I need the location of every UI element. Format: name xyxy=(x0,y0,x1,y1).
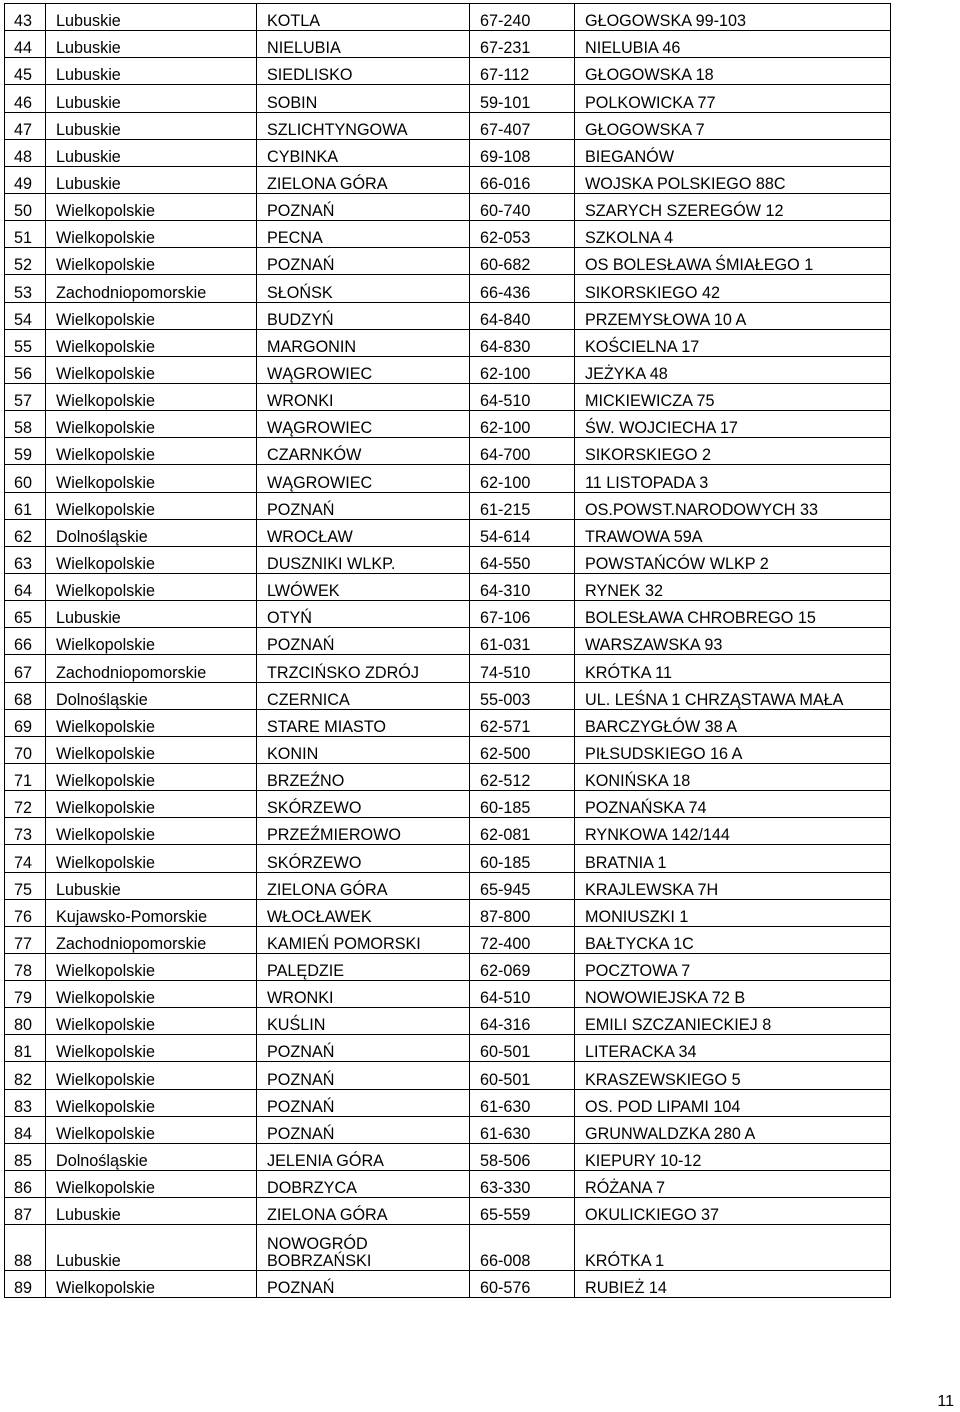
street-address-cell: BOLESŁAWA CHROBREGO 15 xyxy=(575,601,891,628)
postal-code-cell: 62-500 xyxy=(470,736,575,763)
street-address-cell: BAŁTYCKA 1C xyxy=(575,926,891,953)
city-cell: ZIELONA GÓRA xyxy=(257,1198,470,1225)
postal-code-cell: 60-740 xyxy=(470,193,575,220)
street-address-cell: KRASZEWSKIEGO 5 xyxy=(575,1062,891,1089)
street-address-cell: WARSZAWSKA 93 xyxy=(575,628,891,655)
table-row xyxy=(5,383,891,410)
table-row xyxy=(5,302,891,329)
city-cell: CZERNICA xyxy=(257,682,470,709)
postal-code-cell: 62-571 xyxy=(470,709,575,736)
street-address-cell: BRATNIA 1 xyxy=(575,845,891,872)
row-number-cell: 88 xyxy=(5,1225,46,1271)
city-cell: POZNAŃ xyxy=(257,1035,470,1062)
street-address-cell: EMILI SZCZANIECKIEJ 8 xyxy=(575,1008,891,1035)
row-number-cell: 67 xyxy=(5,655,46,682)
street-address-cell: NOWOWIEJSKA 72 B xyxy=(575,981,891,1008)
postal-code-cell: 54-614 xyxy=(470,519,575,546)
street-address-cell: KRÓTKA 1 xyxy=(575,1225,891,1271)
street-address-cell: RYNKOWA 142/144 xyxy=(575,818,891,845)
street-address-cell: 11 LISTOPADA 3 xyxy=(575,465,891,492)
table-row xyxy=(5,221,891,248)
table-row xyxy=(5,573,891,600)
postal-code-cell: 62-053 xyxy=(470,221,575,248)
street-address-cell: OS.POWST.NARODOWYCH 33 xyxy=(575,492,891,519)
city-cell: KUŚLIN xyxy=(257,1008,470,1035)
region-cell: Zachodniopomorskie xyxy=(46,655,257,682)
region-cell: Wielkopolskie xyxy=(46,845,257,872)
street-address-cell: POWSTAŃCÓW WLKP 2 xyxy=(575,546,891,573)
row-number-cell: 63 xyxy=(5,546,46,573)
street-address-cell: GŁOGOWSKA 18 xyxy=(575,58,891,85)
region-cell: Lubuskie xyxy=(46,4,257,31)
region-cell: Wielkopolskie xyxy=(46,1035,257,1062)
street-address-cell: GŁOGOWSKA 99-103 xyxy=(575,4,891,31)
city-cell: POZNAŃ xyxy=(257,1062,470,1089)
postal-code-cell: 62-100 xyxy=(470,411,575,438)
table-row xyxy=(5,736,891,763)
street-address-cell: OS BOLESŁAWA ŚMIAŁEGO 1 xyxy=(575,248,891,275)
row-number-cell: 49 xyxy=(5,166,46,193)
city-cell: SIEDLISKO xyxy=(257,58,470,85)
city-cell: BRZEŹNO xyxy=(257,763,470,790)
row-number-cell: 80 xyxy=(5,1008,46,1035)
city-cell: WŁOCŁAWEK xyxy=(257,899,470,926)
postal-code-cell: 66-016 xyxy=(470,166,575,193)
region-cell: Wielkopolskie xyxy=(46,438,257,465)
postal-code-cell: 62-512 xyxy=(470,763,575,790)
postal-code-cell: 59-101 xyxy=(470,85,575,112)
table-row xyxy=(5,58,891,85)
street-address-cell: KRÓTKA 11 xyxy=(575,655,891,682)
street-address-cell: POZNAŃSKA 74 xyxy=(575,791,891,818)
row-number-cell: 81 xyxy=(5,1035,46,1062)
region-cell: Wielkopolskie xyxy=(46,411,257,438)
row-number-cell: 68 xyxy=(5,682,46,709)
address-table-body xyxy=(5,4,891,1298)
city-cell: KAMIEŃ POMORSKI xyxy=(257,926,470,953)
region-cell: Lubuskie xyxy=(46,58,257,85)
postal-code-cell: 65-945 xyxy=(470,872,575,899)
row-number-cell: 62 xyxy=(5,519,46,546)
street-address-cell: JEŻYKA 48 xyxy=(575,356,891,383)
row-number-cell: 50 xyxy=(5,193,46,220)
city-cell: MARGONIN xyxy=(257,329,470,356)
street-address-cell: KRAJLEWSKA 7H xyxy=(575,872,891,899)
street-address-cell: GŁOGOWSKA 7 xyxy=(575,112,891,139)
row-number-cell: 87 xyxy=(5,1198,46,1225)
postal-code-cell: 64-550 xyxy=(470,546,575,573)
row-number-cell: 79 xyxy=(5,981,46,1008)
table-row xyxy=(5,248,891,275)
city-cell: POZNAŃ xyxy=(257,193,470,220)
postal-code-cell: 60-682 xyxy=(470,248,575,275)
table-row xyxy=(5,193,891,220)
region-cell: Wielkopolskie xyxy=(46,628,257,655)
table-row xyxy=(5,329,891,356)
row-number-cell: 71 xyxy=(5,763,46,790)
table-row xyxy=(5,845,891,872)
postal-code-cell: 66-436 xyxy=(470,275,575,302)
street-address-cell: RÓŻANA 7 xyxy=(575,1171,891,1198)
table-row xyxy=(5,926,891,953)
city-cell: POZNAŃ xyxy=(257,628,470,655)
street-address-cell: SZKOLNA 4 xyxy=(575,221,891,248)
city-cell: POZNAŃ xyxy=(257,1089,470,1116)
row-number-cell: 57 xyxy=(5,383,46,410)
region-cell: Kujawsko-Pomorskie xyxy=(46,899,257,926)
street-address-cell: PRZEMYSŁOWA 10 A xyxy=(575,302,891,329)
postal-code-cell: 64-840 xyxy=(470,302,575,329)
table-row xyxy=(5,655,891,682)
street-address-cell: WOJSKA POLSKIEGO 88C xyxy=(575,166,891,193)
postal-code-cell: 64-316 xyxy=(470,1008,575,1035)
city-cell: SKÓRZEWO xyxy=(257,845,470,872)
street-address-cell: KONIŃSKA 18 xyxy=(575,763,891,790)
city-cell: SKÓRZEWO xyxy=(257,791,470,818)
row-number-cell: 60 xyxy=(5,465,46,492)
table-row xyxy=(5,492,891,519)
city-line: NOWOGRÓD xyxy=(267,1235,368,1254)
street-address-cell: ŚW. WOJCIECHA 17 xyxy=(575,411,891,438)
city-cell: CZARNKÓW xyxy=(257,438,470,465)
row-number-cell: 45 xyxy=(5,58,46,85)
table-row xyxy=(5,763,891,790)
table-row xyxy=(5,1089,891,1116)
table-row xyxy=(5,1225,891,1271)
table-row xyxy=(5,1062,891,1089)
region-cell: Lubuskie xyxy=(46,1198,257,1225)
row-number-cell: 74 xyxy=(5,845,46,872)
region-cell: Lubuskie xyxy=(46,139,257,166)
city-cell: WĄGROWIEC xyxy=(257,465,470,492)
region-cell: Wielkopolskie xyxy=(46,329,257,356)
city-cell: JELENIA GÓRA xyxy=(257,1143,470,1170)
row-number-cell: 65 xyxy=(5,601,46,628)
region-cell: Lubuskie xyxy=(46,85,257,112)
street-address-cell: SIKORSKIEGO 42 xyxy=(575,275,891,302)
city-cell: PRZEŹMIEROWO xyxy=(257,818,470,845)
postal-code-cell: 62-081 xyxy=(470,818,575,845)
address-table xyxy=(4,3,891,1298)
row-number-cell: 89 xyxy=(5,1271,46,1298)
table-row xyxy=(5,411,891,438)
postal-code-cell: 60-501 xyxy=(470,1035,575,1062)
region-cell: Wielkopolskie xyxy=(46,818,257,845)
street-address-cell: BIEGANÓW xyxy=(575,139,891,166)
city-cell: OTYŃ xyxy=(257,601,470,628)
postal-code-cell: 67-407 xyxy=(470,112,575,139)
postal-code-cell: 62-100 xyxy=(470,465,575,492)
row-number-cell: 82 xyxy=(5,1062,46,1089)
city-cell: ZIELONA GÓRA xyxy=(257,872,470,899)
postal-code-cell: 87-800 xyxy=(470,899,575,926)
postal-code-cell: 62-100 xyxy=(470,356,575,383)
city-cell: NIELUBIA xyxy=(257,31,470,58)
table-row xyxy=(5,872,891,899)
postal-code-cell: 61-031 xyxy=(470,628,575,655)
city-cell: BUDZYŃ xyxy=(257,302,470,329)
row-number-cell: 58 xyxy=(5,411,46,438)
table-row xyxy=(5,1271,891,1298)
row-number-cell: 66 xyxy=(5,628,46,655)
city-cell: TRZCIŃSKO ZDRÓJ xyxy=(257,655,470,682)
street-address-cell: KIEPURY 10-12 xyxy=(575,1143,891,1170)
row-number-cell: 46 xyxy=(5,85,46,112)
table-row xyxy=(5,1171,891,1198)
table-row xyxy=(5,1008,891,1035)
region-cell: Wielkopolskie xyxy=(46,1062,257,1089)
table-row xyxy=(5,4,891,31)
postal-code-cell: 67-112 xyxy=(470,58,575,85)
table-row xyxy=(5,31,891,58)
postal-code-cell: 61-630 xyxy=(470,1116,575,1143)
postal-code-cell: 65-559 xyxy=(470,1198,575,1225)
city-cell xyxy=(257,1225,470,1271)
region-cell: Wielkopolskie xyxy=(46,763,257,790)
row-number-cell: 85 xyxy=(5,1143,46,1170)
table-row xyxy=(5,818,891,845)
region-cell: Dolnośląskie xyxy=(46,519,257,546)
table-row xyxy=(5,1143,891,1170)
table-row xyxy=(5,601,891,628)
region-cell: Lubuskie xyxy=(46,166,257,193)
region-cell: Dolnośląskie xyxy=(46,1143,257,1170)
postal-code-cell: 62-069 xyxy=(470,953,575,980)
postal-code-cell: 67-240 xyxy=(470,4,575,31)
street-address-cell: PIŁSUDSKIEGO 16 A xyxy=(575,736,891,763)
city-cell: CYBINKA xyxy=(257,139,470,166)
city-cell: WRONKI xyxy=(257,981,470,1008)
city-cell: POZNAŃ xyxy=(257,1271,470,1298)
postal-code-cell: 64-310 xyxy=(470,573,575,600)
region-cell: Wielkopolskie xyxy=(46,465,257,492)
city-cell: WRONKI xyxy=(257,383,470,410)
table-row xyxy=(5,438,891,465)
postal-code-cell: 60-185 xyxy=(470,845,575,872)
region-cell: Lubuskie xyxy=(46,112,257,139)
row-number-cell: 47 xyxy=(5,112,46,139)
region-cell: Wielkopolskie xyxy=(46,1171,257,1198)
city-cell: SOBIN xyxy=(257,85,470,112)
row-number-cell: 48 xyxy=(5,139,46,166)
table-row xyxy=(5,1116,891,1143)
city-cell: KONIN xyxy=(257,736,470,763)
street-address-cell: RUBIEŻ 14 xyxy=(575,1271,891,1298)
table-row xyxy=(5,791,891,818)
region-cell: Wielkopolskie xyxy=(46,546,257,573)
table-row xyxy=(5,139,891,166)
city-cell: DUSZNIKI WLKP. xyxy=(257,546,470,573)
table-row xyxy=(5,465,891,492)
row-number-cell: 59 xyxy=(5,438,46,465)
table-row xyxy=(5,275,891,302)
region-cell: Wielkopolskie xyxy=(46,791,257,818)
table-row xyxy=(5,356,891,383)
postal-code-cell: 63-330 xyxy=(470,1171,575,1198)
row-number-cell: 83 xyxy=(5,1089,46,1116)
postal-code-cell: 60-501 xyxy=(470,1062,575,1089)
city-cell: POZNAŃ xyxy=(257,492,470,519)
row-number-cell: 54 xyxy=(5,302,46,329)
row-number-cell: 53 xyxy=(5,275,46,302)
row-number-cell: 51 xyxy=(5,221,46,248)
postal-code-cell: 61-215 xyxy=(470,492,575,519)
postal-code-cell: 67-106 xyxy=(470,601,575,628)
region-cell: Wielkopolskie xyxy=(46,573,257,600)
table-row xyxy=(5,1035,891,1062)
table-row xyxy=(5,519,891,546)
street-address-cell: POLKOWICKA 77 xyxy=(575,85,891,112)
postal-code-cell: 69-108 xyxy=(470,139,575,166)
region-cell: Wielkopolskie xyxy=(46,356,257,383)
city-cell: ZIELONA GÓRA xyxy=(257,166,470,193)
postal-code-cell: 60-576 xyxy=(470,1271,575,1298)
region-cell: Wielkopolskie xyxy=(46,709,257,736)
region-cell: Lubuskie xyxy=(46,1225,257,1271)
row-number-cell: 78 xyxy=(5,953,46,980)
region-cell: Zachodniopomorskie xyxy=(46,926,257,953)
table-row xyxy=(5,85,891,112)
postal-code-cell: 67-231 xyxy=(470,31,575,58)
street-address-cell: BARCZYGŁÓW 38 A xyxy=(575,709,891,736)
street-address-cell: POCZTOWA 7 xyxy=(575,953,891,980)
postal-code-cell: 61-630 xyxy=(470,1089,575,1116)
postal-code-cell: 74-510 xyxy=(470,655,575,682)
table-row xyxy=(5,682,891,709)
row-number-cell: 84 xyxy=(5,1116,46,1143)
street-address-cell: GRUNWALDZKA 280 A xyxy=(575,1116,891,1143)
city-cell: SŁOŃSK xyxy=(257,275,470,302)
street-address-cell: KOŚCIELNA 17 xyxy=(575,329,891,356)
row-number-cell: 76 xyxy=(5,899,46,926)
postal-code-cell: 58-506 xyxy=(470,1143,575,1170)
region-cell: Wielkopolskie xyxy=(46,1089,257,1116)
city-cell: PALĘDZIE xyxy=(257,953,470,980)
region-cell: Wielkopolskie xyxy=(46,736,257,763)
table-row xyxy=(5,112,891,139)
city-cell: DOBRZYCA xyxy=(257,1171,470,1198)
region-cell: Wielkopolskie xyxy=(46,1271,257,1298)
street-address-cell: SZARYCH SZEREGÓW 12 xyxy=(575,193,891,220)
region-cell: Wielkopolskie xyxy=(46,221,257,248)
postal-code-cell: 64-510 xyxy=(470,981,575,1008)
city-cell: WĄGROWIEC xyxy=(257,411,470,438)
row-number-cell: 55 xyxy=(5,329,46,356)
city-cell: WĄGROWIEC xyxy=(257,356,470,383)
region-cell: Zachodniopomorskie xyxy=(46,275,257,302)
region-cell: Wielkopolskie xyxy=(46,1008,257,1035)
table-row xyxy=(5,899,891,926)
city-cell: WROCŁAW xyxy=(257,519,470,546)
table-row xyxy=(5,709,891,736)
row-number-cell: 52 xyxy=(5,248,46,275)
street-address-cell: MONIUSZKI 1 xyxy=(575,899,891,926)
street-address-cell: TRAWOWA 59A xyxy=(575,519,891,546)
street-address-cell: LITERACKA 34 xyxy=(575,1035,891,1062)
region-cell: Wielkopolskie xyxy=(46,383,257,410)
row-number-cell: 72 xyxy=(5,791,46,818)
table-row xyxy=(5,981,891,1008)
row-number-cell: 77 xyxy=(5,926,46,953)
postal-code-cell: 60-185 xyxy=(470,791,575,818)
row-number-cell: 61 xyxy=(5,492,46,519)
street-address-cell: UL. LEŚNA 1 CHRZĄSTAWA MAŁA xyxy=(575,682,891,709)
postal-code-cell: 55-003 xyxy=(470,682,575,709)
row-number-cell: 69 xyxy=(5,709,46,736)
row-number-cell: 64 xyxy=(5,573,46,600)
city-cell: PECNA xyxy=(257,221,470,248)
row-number-cell: 70 xyxy=(5,736,46,763)
row-number-cell: 86 xyxy=(5,1171,46,1198)
city-line: BOBRZAŃSKI xyxy=(267,1252,372,1271)
table-row xyxy=(5,628,891,655)
region-cell: Wielkopolskie xyxy=(46,981,257,1008)
postal-code-cell: 64-830 xyxy=(470,329,575,356)
region-cell: Wielkopolskie xyxy=(46,492,257,519)
table-row xyxy=(5,953,891,980)
postal-code-cell: 64-510 xyxy=(470,383,575,410)
postal-code-cell: 66-008 xyxy=(470,1225,575,1271)
table-row xyxy=(5,546,891,573)
city-cell: SZLICHTYNGOWA xyxy=(257,112,470,139)
street-address-cell: OKULICKIEGO 37 xyxy=(575,1198,891,1225)
row-number-cell: 75 xyxy=(5,872,46,899)
street-address-cell: OS. POD LIPAMI 104 xyxy=(575,1089,891,1116)
region-cell: Wielkopolskie xyxy=(46,302,257,329)
region-cell: Lubuskie xyxy=(46,872,257,899)
street-address-cell: NIELUBIA 46 xyxy=(575,31,891,58)
table-row xyxy=(5,166,891,193)
street-address-cell: SIKORSKIEGO 2 xyxy=(575,438,891,465)
street-address-cell: MICKIEWICZA 75 xyxy=(575,383,891,410)
row-number-cell: 43 xyxy=(5,4,46,31)
postal-code-cell: 72-400 xyxy=(470,926,575,953)
city-cell: POZNAŃ xyxy=(257,1116,470,1143)
region-cell: Wielkopolskie xyxy=(46,248,257,275)
row-number-cell: 73 xyxy=(5,818,46,845)
row-number-cell: 56 xyxy=(5,356,46,383)
postal-code-cell: 64-700 xyxy=(470,438,575,465)
region-cell: Lubuskie xyxy=(46,601,257,628)
region-cell: Wielkopolskie xyxy=(46,193,257,220)
street-address-cell: RYNEK 32 xyxy=(575,573,891,600)
table-row xyxy=(5,1198,891,1225)
region-cell: Dolnośląskie xyxy=(46,682,257,709)
region-cell: Lubuskie xyxy=(46,31,257,58)
city-cell: LWÓWEK xyxy=(257,573,470,600)
region-cell: Wielkopolskie xyxy=(46,1116,257,1143)
row-number-cell: 44 xyxy=(5,31,46,58)
city-cell: KOTLA xyxy=(257,4,470,31)
city-cell: STARE MIASTO xyxy=(257,709,470,736)
region-cell: Wielkopolskie xyxy=(46,953,257,980)
city-cell: POZNAŃ xyxy=(257,248,470,275)
page-number: 11 xyxy=(937,1393,954,1410)
